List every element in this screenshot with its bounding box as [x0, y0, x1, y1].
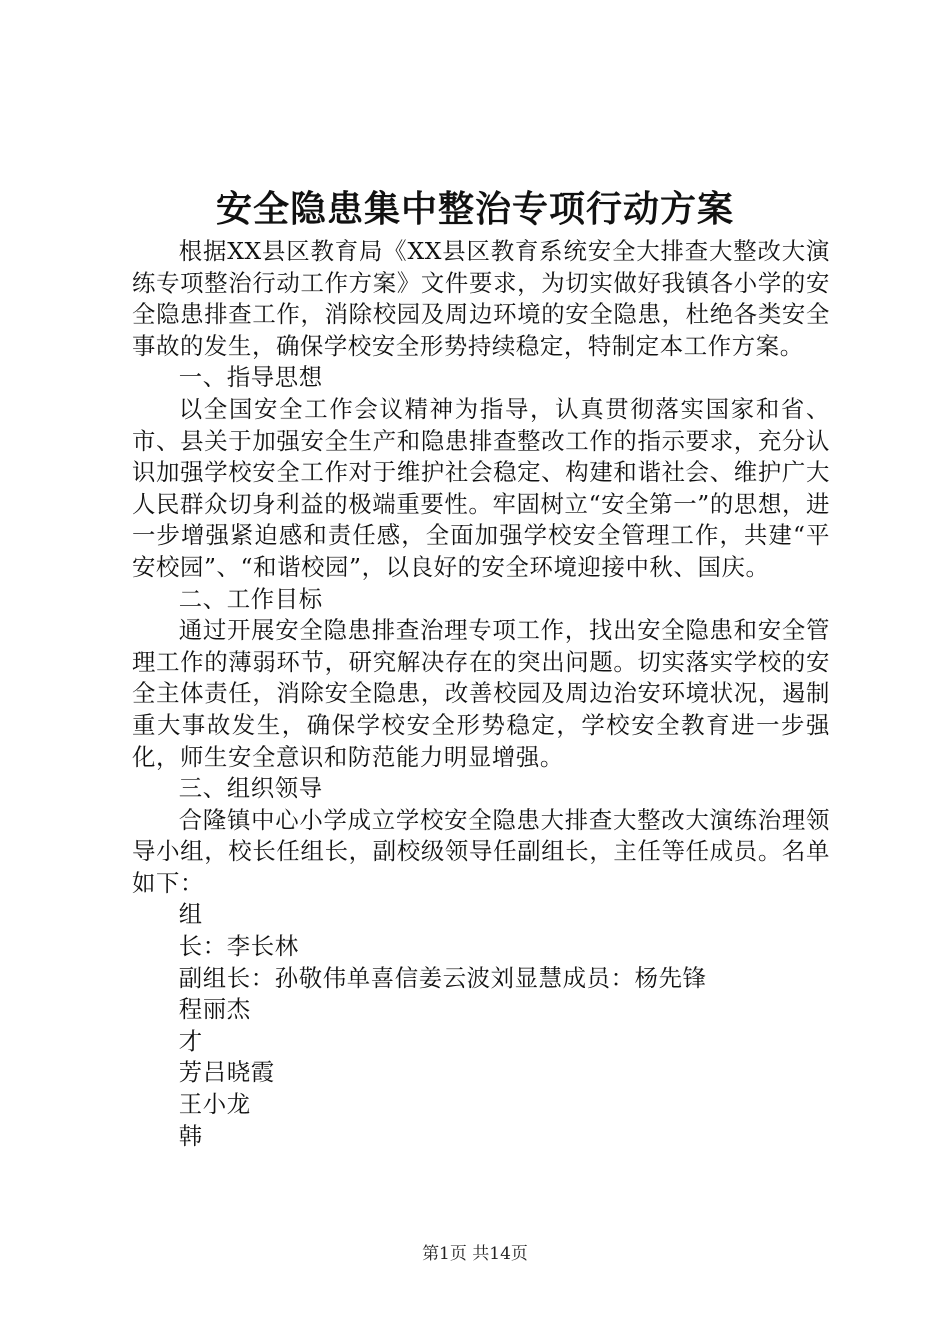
roster-line: 长：李长林	[178, 932, 299, 961]
section-heading-guiding-ideology: 一、指导思想	[178, 363, 323, 392]
roster-line: 程丽杰	[178, 995, 251, 1024]
section-heading-work-goals: 二、工作目标	[178, 584, 323, 613]
page-number-footer: 第1页 共14页	[422, 1244, 528, 1264]
roster-line: 韩	[178, 1121, 203, 1150]
roster-list	[132, 899, 830, 1152]
roster-line: 芳吕晓霞	[178, 1058, 275, 1087]
roster-line: 副组长：孙敬伟单喜信姜云波刘显慧成员：杨先锋	[178, 963, 707, 992]
intro-paragraph: 根据XX县区教育局《XX县区教育系统安全大排查大整改大演练专项整治行动工作方案》文件要求，为切实做好我镇各小学的安全隐患排查工作，消除校园及周边环境的安全隐患，杜绝各类安全事故的发生，确保学校安全形势持续稳定，特制定本工作方案。	[132, 237, 830, 360]
roster-line: 才	[178, 1026, 203, 1055]
section-text-organization: 合隆镇中心小学成立学校安全隐患大排查大整改大演练治理领导小组，校长任组长，副校级领导任副组长，主任等任成员。名单如下：	[132, 805, 830, 897]
section-text-work-goals: 通过开展安全隐患排查治理专项工作，找出安全隐患和安全管理工作的薄弱环节，研究解决存在的突出问题。切实落实学校的安全主体责任，消除安全隐患，改善校园及周边治安环境状况，遏制重大事故发生，确保学校安全形势稳定，学校安全教育进一步强化，师生安全意识和防范能力明显增强。	[132, 616, 830, 771]
document-title: 安全隐患集中整治专项行动方案	[215, 188, 734, 230]
roster-line: 王小龙	[178, 1090, 251, 1119]
section-heading-organization: 三、组织领导	[178, 774, 323, 803]
document-body	[132, 236, 830, 1152]
section-text-guiding-ideology: 以全国安全工作会议精神为指导，认真贯彻落实国家和省、市、县关于加强安全生产和隐患排查整改工作的指示要求，充分认识加强学校安全工作对于维护社会稳定、构建和谐社会、维护广大人民群众切身利益的极端重要性。牢固树立“安全第一”的思想，进一步增强紧迫感和责任感，全面加强学校安全管理工作，共建“平安校园”、“和谐校园”，以良好的安全环境迎接中秋、国庆。	[132, 394, 830, 581]
roster-line: 组	[178, 900, 203, 929]
